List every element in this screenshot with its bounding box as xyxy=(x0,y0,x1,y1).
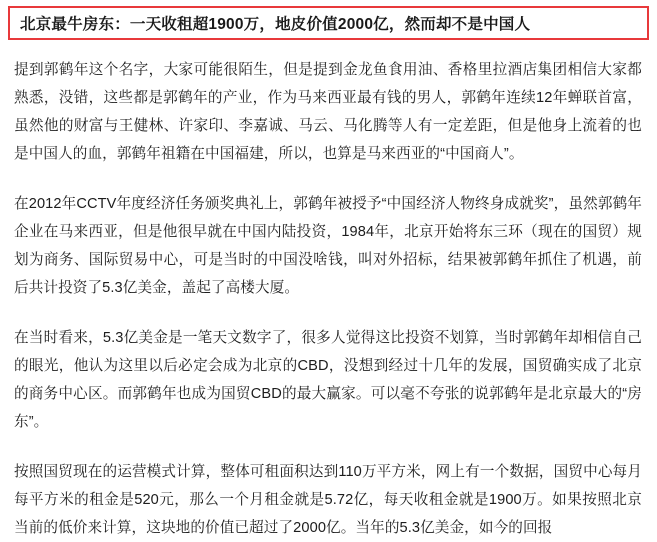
page-title: 北京最牛房东：一天收租超1900万，地皮价值2000亿，然而却不是中国人 xyxy=(20,16,531,33)
paragraph: 提到郭鹤年这个名字，大家可能很陌生，但是提到金龙鱼食用油、香格里拉酒店集团相信大家都熟悉，没错，这些都是郭鹤年的产业，作为马来西亚最有钱的男人，郭鹤年连续12年蝉联首富，虽然他的财富与王健林、许家印、李嘉诚、马云、马化腾等人有一定差距，但是他身上流着的也是中国人的血，郭鹤年祖籍在中国福建，所以，也算是马来西亚的“中国商人”。 xyxy=(14,62,642,162)
headline-box xyxy=(8,6,649,40)
paragraph: 在当时看来，5.3亿美金是一笔天文数字了，很多人觉得这比投资不划算，当时郭鹤年却相信自己的眼光，他认为这里以后必定会成为北京的CBD，没想到经过十几年的发展，国贸确实成了北京的商务中心区。而郭鹤年也成为国贸CBD的最大赢家。可以毫不夸张的说郭鹤年是北京最大的“房东”。 xyxy=(14,330,642,430)
paragraph: 按照国贸现在的运营模式计算，整体可租面积达到110万平方米，网上有一个数据，国贸中心每月每平方米的租金是520元，那么一个月租金就是5.72亿，每天收租金就是1900万。如果按照北京当前的低价来计算，这块地的价值已超过了2000亿。当年的5.3亿美金，如今的回报 xyxy=(14,464,642,536)
article-body xyxy=(14,56,642,542)
paragraph: 在2012年CCTV年度经济任务颁奖典礼上，郭鹤年被授予“中国经济人物终身成就奖”，虽然郭鹤年企业在马来西亚，但是他很早就在中国内陆投资，1984年，北京开始将东三环（现在的国贸）规划为商务、国际贸易中心，可是当时的中国没啥钱，叫对外招标，结果被郭鹤年抓住了机遇，前后共计投资了5.3亿美金，盖起了高楼大厦。 xyxy=(14,196,642,296)
